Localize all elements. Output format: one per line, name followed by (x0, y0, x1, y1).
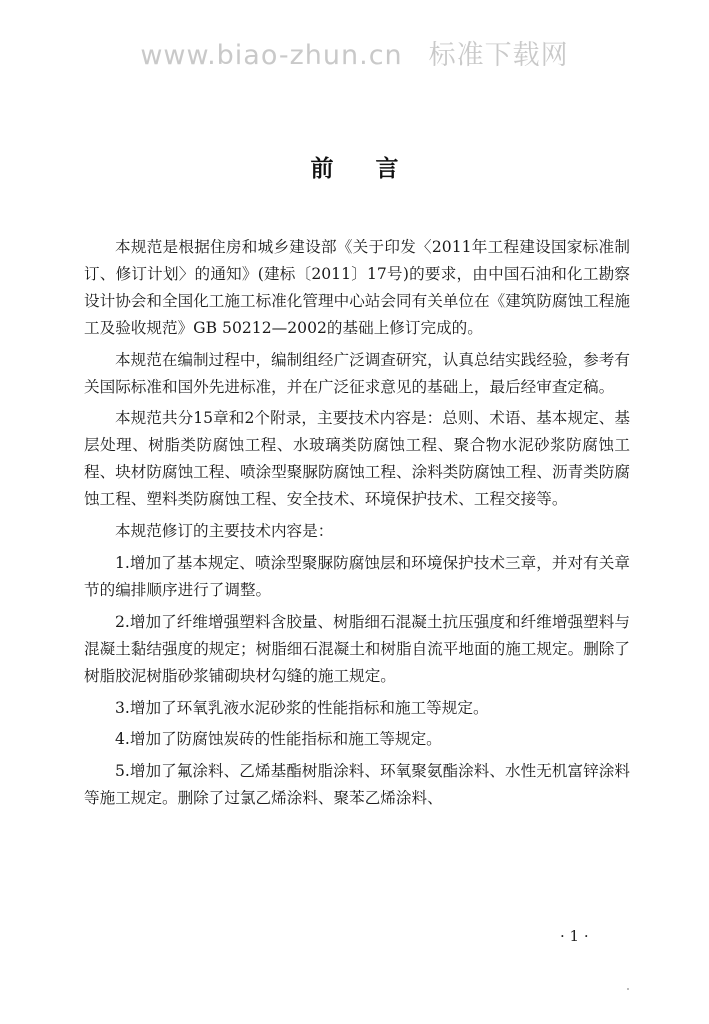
paragraph: 本规范共分15章和2个附录，主要技术内容是：总则、术语、基本规定、基层处理、树脂类防腐蚀工程、水玻璃类防腐蚀工程、聚合物水泥砂浆防腐蚀工程、块材防腐蚀工程、喷涂型聚脲防腐蚀工程、涂料类防腐蚀工程、沥青类防腐蚀工程、塑料类防腐蚀工程、安全技术、环境保护技术、工程交接等。 (84, 409, 630, 509)
paragraph: 4.增加了防腐蚀炭砖的性能指标和施工等规定。 (115, 730, 442, 749)
paragraph: 本规范在编制过程中，编制组经广泛调查研究，认真总结实践经验，参考有关国际标准和国外先进标准，并在广泛征求意见的基础上，最后经审查定稿。 (84, 350, 630, 396)
page-number: · 1 · (560, 927, 589, 945)
scan-speck (627, 988, 629, 990)
document-body (84, 234, 630, 817)
paragraph: 5.增加了氟涂料、乙烯基酯树脂涂料、环氧聚氨酯涂料、水性无机富锌涂料等施工规定。删除了过氯乙烯涂料、聚苯乙烯涂料、 (84, 762, 630, 808)
page-title: 前言 (310, 156, 441, 182)
paragraph: 本规范修订的主要技术内容是： (115, 522, 334, 541)
paragraph: 2.增加了纤维增强塑料含胶量、树脂细石混凝土抗压强度和纤维增强塑料与混凝土黏结强度的规定；树脂细石混凝土和树脂自流平地面的施工规定。删除了树脂胶泥树脂砂浆铺砌块材勾缝的施工规定。 (84, 612, 630, 685)
watermark-site-name: 标准下载网 (428, 40, 569, 71)
paragraph: 本规范是根据住房和城乡建设部《关于印发〈2011年工程建设国家标准制订、修订计划〉的通知》(建标〔2011〕17号)的要求，由中国石油和化工勘察设计协会和全国化工施工标准化管理中心站会同有关单位在《建筑防腐蚀工程施工及验收规范》GB 50212—2002的基础上修订完成的。 (84, 238, 630, 337)
watermark-url: www.biao-zhun.cn (140, 40, 403, 71)
paragraph: 1.增加了基本规定、喷涂型聚脲防腐蚀层和环境保护技术三章，并对有关章节的编排顺序进行了调整。 (84, 553, 630, 599)
paragraph: 3.增加了环氧乳液水泥砂浆的性能指标和施工等规定。 (115, 698, 489, 717)
watermark (0, 33, 709, 72)
